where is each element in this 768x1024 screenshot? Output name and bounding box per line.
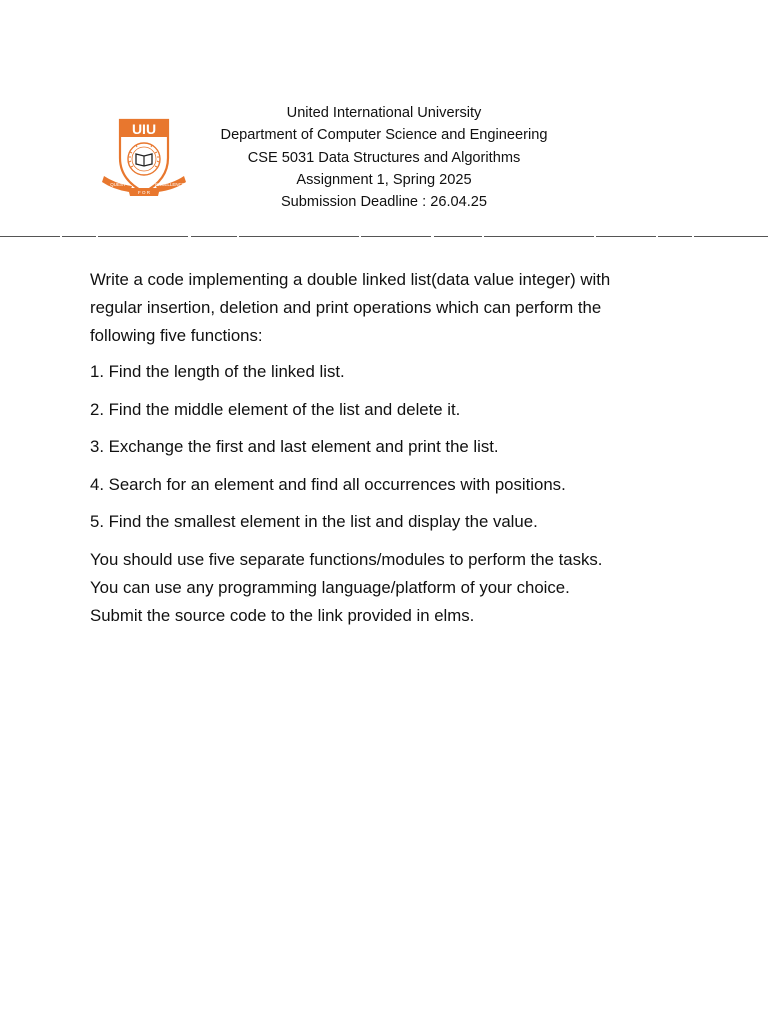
task-item: 1. Find the length of the linked list. (90, 362, 345, 381)
intro-line: regular insertion, deletion and print operations which can perform the (90, 298, 602, 317)
assignment-title: Assignment 1, Spring 2025 (296, 171, 472, 188)
submission-deadline: Submission Deadline : 26.04.25 (280, 194, 488, 211)
course-title: CSE 5031 Data Structures and Algorithms (247, 149, 521, 166)
closing-line: Submit the source code to the link provided in elms. (90, 605, 475, 625)
logo-monogram: UIU (131, 121, 157, 137)
task-item: 4. Search for an element and find all occurrences with positions. (90, 474, 566, 494)
university-name: United International University (286, 105, 482, 121)
intro-paragraph (90, 266, 730, 350)
svg-text:F O R: F O R (138, 190, 150, 195)
department-name: Department of Computer Science and Engineering (220, 127, 548, 144)
closing-line: You should use five separate functions/modules to perform the tasks. (90, 549, 603, 569)
document-header (170, 102, 598, 213)
svg-text:EXCELLENCE: EXCELLENCE (155, 182, 185, 187)
svg-text:QUEST: QUEST (110, 182, 126, 187)
intro-line: Write a code implementing a double linked list(data value integer) with (90, 270, 611, 289)
header-divider (0, 235, 768, 238)
intro-line: following five functions: (90, 326, 263, 345)
task-item: 5. Find the smallest element in the list and display the value. (90, 512, 538, 531)
closing-paragraph (90, 546, 730, 630)
task-item: 2. Find the middle element of the list and delete it. (90, 399, 461, 419)
closing-line: You can use any programming language/platform of your choice. (90, 577, 570, 597)
assignment-body (90, 266, 730, 630)
task-item: 3. Exchange the first and last element and print the list. (90, 437, 499, 456)
